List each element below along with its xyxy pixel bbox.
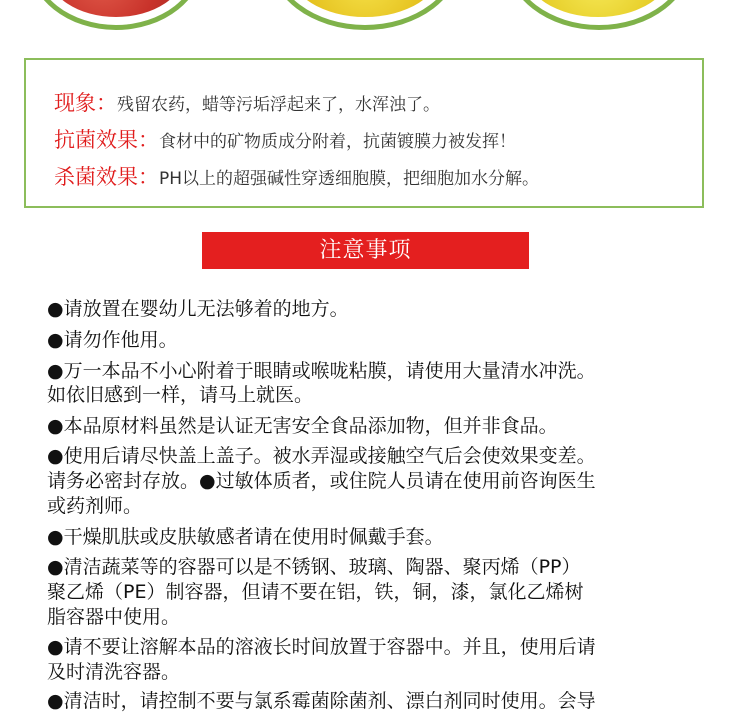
effect-row-phenomenon (54, 87, 440, 117)
lemons-image (289, 0, 441, 17)
notice-line: ●干燥肌肤或皮肤敏感者请在使用时佩戴手套。 (47, 526, 444, 548)
notice-line: ●万一本品不小心附着于眼睛或喉咙粘膜，请使用大量清水冲洗。 (47, 360, 596, 382)
effect-label: 现象： (54, 91, 117, 115)
notice-line: ●使用后请尽快盖上盖子。被水弄湿或接触空气后会使效果变差。 (47, 445, 596, 467)
notice-line: 请务必密封存放。●过敏体质者，或住院人员请在使用前咨询医生 (47, 470, 596, 492)
lemon-plate-image (268, 0, 462, 30)
notice-line: 如依旧感到一样，请马上就医。 (47, 384, 314, 406)
notice-line: 聚乙烯（PE）制容器，但请不要在铝，铁，铜，漆，氯化乙烯树 (47, 581, 584, 603)
notice-line: 脂容器中使用。 (47, 606, 181, 628)
effect-text: 食材中的矿物质成分附着，抗菌镀膜力被发挥！ (159, 132, 516, 152)
effect-text: PH以上的超强碱性穿透细胞膜，把细胞加水分解。 (159, 169, 540, 189)
effect-row-sterilization (54, 161, 539, 191)
notice-line: ●请放置在婴幼儿无法够着的地方。 (47, 298, 349, 320)
effect-label: 杀菌效果： (54, 165, 159, 189)
fruit-plate-image (505, 0, 693, 30)
effect-text: 残留农药，蜡等污垢浮起来了，水浑浊了。 (117, 95, 440, 115)
tomato-plate-image (28, 0, 204, 30)
notice-line: 或药剂师。 (47, 495, 143, 517)
notice-line: ●本品原材料虽然是认证无害安全食品添加物，但并非食品。 (47, 415, 558, 437)
notice-line: ●清洁蔬菜等的容器可以是不锈钢、玻璃、陶器、聚丙烯（PP） (47, 556, 581, 578)
notice-line: ●请不要让溶解本品的溶液长时间放置于容器中。并且，使用后请 (47, 636, 596, 658)
notice-title-banner: 注意事项 (202, 232, 529, 269)
notice-line: ●请勿作他用。 (47, 329, 178, 351)
effects-box (24, 58, 704, 208)
effect-label: 抗菌效果： (54, 128, 159, 152)
tomatoes-image (47, 0, 185, 17)
effect-row-antibacterial (54, 124, 516, 154)
yellow-fruit-image (524, 0, 672, 17)
notice-line: 及时清洗容器。 (47, 661, 181, 683)
notice-line: ●清洁时，请控制不要与氯系霉菌除菌剂、漂白剂同时使用。会导 (47, 690, 596, 712)
